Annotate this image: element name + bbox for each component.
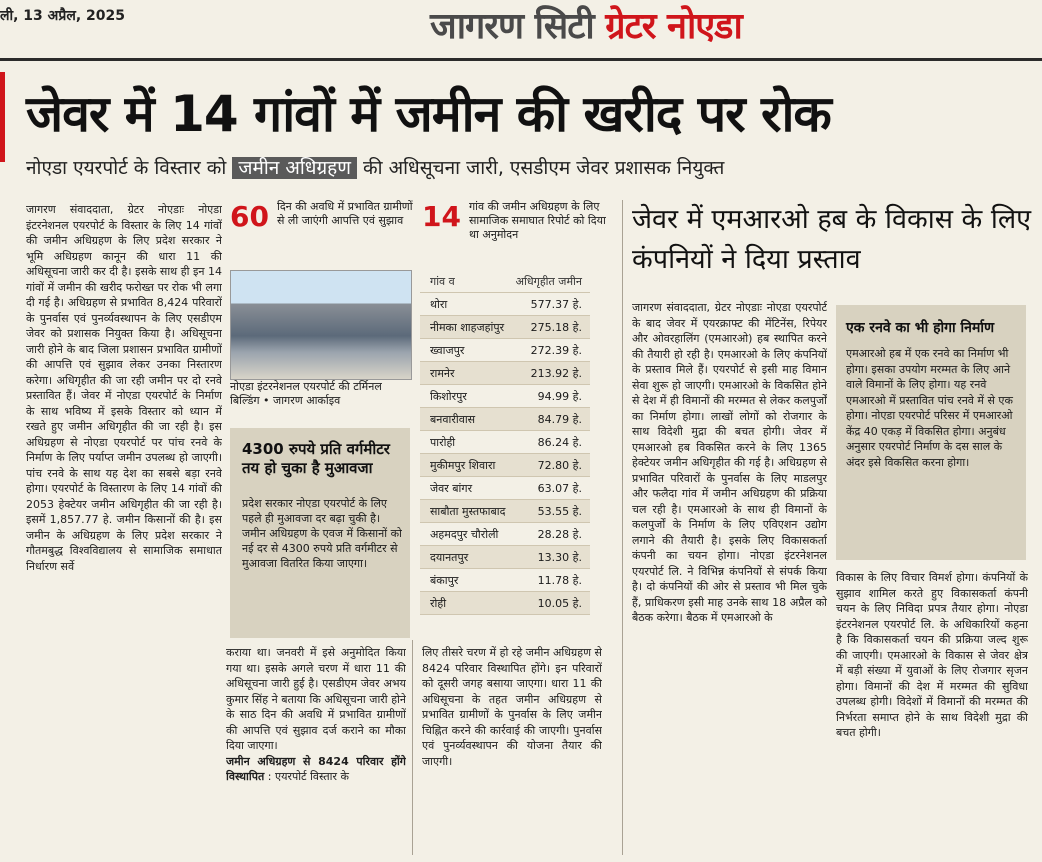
village-name: रोही bbox=[430, 596, 447, 610]
land-area: 272.39 हे. bbox=[530, 343, 582, 357]
village-name: साबौता मुस्तफाबाद bbox=[430, 504, 506, 518]
masthead-title-a: जागरण सिटी bbox=[430, 6, 606, 47]
village-name: जेवर बांगर bbox=[430, 481, 473, 495]
section-masthead bbox=[430, 0, 742, 49]
village-name: बंकापुर bbox=[430, 573, 459, 587]
land-area: 86.24 हे. bbox=[537, 435, 582, 449]
land-area: 28.28 हे. bbox=[537, 527, 582, 541]
stat-60-text: दिन की अवधि में प्रभावित ग्रामीणों से ली जाएंगी आपत्ति एवं सुझाव bbox=[276, 200, 413, 227]
table-row bbox=[420, 431, 590, 454]
table-row bbox=[420, 500, 590, 523]
village-land-table bbox=[420, 270, 590, 615]
column-divider bbox=[412, 640, 413, 855]
table-header-land: अधिगृहीत जमीन bbox=[515, 274, 582, 288]
land-area: 11.78 हे. bbox=[537, 573, 582, 587]
photo-caption: नोएडा इंटरनेशनल एयरपोर्ट की टर्मिनल बिल्डिंग • जागरण आर्काइव bbox=[230, 380, 382, 407]
masthead-title-b: ग्रेटर नोएडा bbox=[605, 6, 742, 47]
article-column-1: जागरण संवाददाता, ग्रेटर नोएडाः नोएडा इंटरनेशनल एयरपोर्ट के विस्तार के लिए 14 गांवों की जमीन अधिग्रहण के लिए प्रदेश सरकार ने भूमि अधिग्रहण कानून की धारा 11 की अधिसूचना जारी कर दी है। इसके साथ ही इन 14 गांवों में जमीन की खरीद फरोख्त पर रोक भी लगा दी गई है। अधिग्रहण से प्रभावित 8,424 परिवारों के पुनर्वास एवं पुनर्व्यवस्थापन के लिए एसडीएम जेवर को प्रशासक नियुक्त किया है। अधिसूचना जारी होने के बाद जिला प्रशासन प्रभावित ग्रामीणों की आपत्ति एवं सुझाव लेकर उनका निस्तारण करेगा। अधिगृहीत की जा रही जमीन पर दो रनवे प्रस्तावित हैं। जेवर में नोएडा एयरपोर्ट के निर्माण के साथ भविष्य में इसके विस्तार को ध्यान में रखते हुए जमीन अधिगृहीत की जा रही है। इस अधिग्रहण से नोएडा एयरपोर्ट पर पांच रनवे के निर्माण के लिए पर्याप्त जमीन उपलब्ध हो जाएगी। पांच रनवे के साथ यह देश का सबसे बड़ा रनवे होगा। एयरपोर्ट के विस्तारण के लिए 14 गांवों की 2053 हेक्टेयर जमीन अधिगृहीत की जा रही है। इसमें 1,857.77 हे. जमीन किसानों की है। इस जमीन के अधिग्रहण के लिए प्रदेश सरकार ने गौतमबुद्ध विश्वविद्यालय से सामाजिक समाधात निर्धारण सर्वे bbox=[26, 203, 222, 573]
land-area: 275.18 हे. bbox=[530, 320, 582, 334]
table-row bbox=[420, 454, 590, 477]
land-area: 10.05 हे. bbox=[537, 596, 582, 610]
village-name: किशोरपुर bbox=[430, 389, 467, 403]
table-row bbox=[420, 477, 590, 500]
subhead-highlight: जमीन अधिग्रहण bbox=[232, 157, 357, 179]
stat-60 bbox=[230, 200, 420, 233]
table-header-village: गांव व bbox=[430, 274, 455, 288]
column-2-text: कराया था। जनवरी में इसे अनुमोदित किया गया था। इसके अगले चरण में धारा 11 की अधिसूचना जारी हुई है। एसडीएम जेवर अभय कुमार सिंह ने बताया कि अधिसूचना जारी होने के साठ दिन की अवधि में प्रभावित ग्रामीणों की आपत्ति एवं सुझाव दर्ज कराने का मौका दिया जाएगा। bbox=[226, 646, 406, 752]
table-row bbox=[420, 385, 590, 408]
land-area: 63.07 हे. bbox=[537, 481, 582, 495]
compensation-box-title: 4300 रुपये प्रति वर्गमीटर तय हो चुका है मुआवजा bbox=[242, 440, 390, 477]
stat-14 bbox=[422, 200, 612, 242]
village-name: पारोही bbox=[430, 435, 456, 449]
land-area: 84.79 हे. bbox=[537, 412, 582, 426]
table-header bbox=[420, 270, 590, 293]
land-area: 213.92 हे. bbox=[530, 366, 582, 380]
table-row bbox=[420, 546, 590, 569]
village-name: नीमका शाहजहांपुर bbox=[430, 320, 505, 334]
runway-box-title: एक रनवे का भी होगा निर्माण bbox=[846, 320, 995, 336]
masthead-rule bbox=[0, 58, 1042, 61]
section-divider bbox=[622, 200, 623, 855]
mro-column-1: जागरण संवाददाता, ग्रेटर नोएडाः नोएडा एयरपोर्ट के बाद जेवर में एयरक्राफ्ट की मेंटिनेंस, रिपेयर और ओवरहालिंग (एमआरओ) हब स्थापित करने की तैयारी हो रही है। एमआरओ के लिए कंपनियों के प्रस्ताव मिले हैं। एयरपोर्ट से इसी माह विमान सेवा शुरू हो जाएगी। एमआरओ के विकसित होने से देश में ही विमानों की मरम्मत से लेकर कलपुर्जों का निर्माण होगा। लाखों लोगों को रोजगार के साथ विदेशी मुद्रा की बचत होगी। जेवर में एमआरओ हब विकसित करने के लिए 1365 हेक्टेयर जमीन अधिगृहीत की गई है। अधिग्रहण से प्रभावित परिवारों के पुनर्वास के लिए माडलपुर और फलैदा गांव में जमीन अधिग्रहण की प्रक्रिया चल रही है। एमआरओ के साथ ही विमानों के कलपुर्जों के निर्माण के लिए एविएशन उद्योग लगाने की तैयारी है। इसके लिए विकासकर्ता कंपनी का चयन होगा। नोएडा इंटरनेशनल एयरपोर्ट लि. ने विभिन्न कंपनियों से संपर्क किया है। दो कंपनियों की ओर से प्रस्ताव भी मिल चुके हैं, प्राधिकरण इसी माह उनके साथ 18 अप्रैल को बैठक करेगा। बैठक में एमआरओ के bbox=[632, 301, 827, 624]
accent-bar bbox=[0, 72, 5, 162]
compensation-box-text: प्रदेश सरकार नोएडा एयरपोर्ट के लिए पहले ही मुआवजा दर बढ़ा चुकी है। जमीन अधिग्रहण के एवज में किसानों को नई दर से 4300 रुपये प्रति वर्गमीटर से मुआवजा वितरित किया जाएगा। bbox=[242, 497, 402, 570]
issue-date: ली, 13 अप्रैल, 2025 bbox=[0, 8, 125, 24]
subheadline bbox=[26, 154, 724, 180]
land-area: 577.37 हे. bbox=[530, 297, 582, 311]
article-column-2 bbox=[226, 645, 406, 855]
displacement-subhead: जमीन अधिग्रहण से 8424 परिवार होंगे विस्थापित bbox=[226, 754, 406, 783]
table-row bbox=[420, 339, 590, 362]
article-column-3: लिए तीसरे चरण में हो रहे जमीन अधिग्रहण से 8424 परिवार विस्थापित होंगे। इन परिवारों को दूसरी जगह बसाया जाएगा। धारा 11 की अधिसूचना के तहत जमीन अधिग्रहण से प्रभावित ग्रामीणों के पुनर्वास के लिए जमीन चिह्नित करने की कार्रवाई की जाएगी। पुनर्वास एवं पुनर्व्यवस्थापन की योजना तैयार की जाएगी। bbox=[422, 646, 602, 768]
village-name: दयानतपुर bbox=[430, 550, 469, 564]
village-name: अहमदपुर चौरोली bbox=[430, 527, 499, 541]
land-area: 13.30 हे. bbox=[537, 550, 582, 564]
village-name: मुकीमपुर शिवारा bbox=[430, 458, 496, 472]
table-row bbox=[420, 316, 590, 339]
village-name: ख्वाजपुर bbox=[430, 343, 465, 357]
land-area: 72.80 हे. bbox=[537, 458, 582, 472]
land-area: 94.99 हे. bbox=[537, 389, 582, 403]
stat-60-number: 60 bbox=[230, 200, 269, 233]
terminal-photo bbox=[230, 270, 412, 380]
table-row bbox=[420, 569, 590, 592]
subhead-pre: नोएडा एयरपोर्ट के विस्तार को bbox=[26, 157, 233, 179]
village-name: बनवारीवास bbox=[430, 412, 476, 426]
table-row bbox=[420, 408, 590, 431]
runway-box-text: एमआरओ हब में एक रनवे का निर्माण भी होगा। इसका उपयोग मरम्मत के लिए आने वाले विमानों के लिए होगा। यह रनवे एमआरओ में प्रस्तावित पांच रनवे में से एक होगा। नोएडा एयरपोर्ट परिसर में एमआरओ केंद्र 40 एकड़ में विकसित होगा। अनुबंध अनुसार एयरपोर्ट निर्माण के दस साल के अंदर इसे विकसित करना होगा। bbox=[846, 347, 1013, 469]
column-2-tail: : एयरपोर्ट विस्तार के bbox=[267, 770, 349, 783]
page-headline: जेवर में 14 गांवों में जमीन की खरीद पर रोक bbox=[26, 85, 831, 143]
village-name: रामनेर bbox=[430, 366, 455, 380]
subhead-post: की अधिसूचना जारी, एसडीएम जेवर प्रशासक नियुक्त bbox=[357, 157, 725, 179]
stat-14-number: 14 bbox=[422, 200, 461, 233]
mro-column-2: विकास के लिए विचार विमर्श होगा। कंपनियों के सुझाव शामिल करते हुए विकासकर्ता कंपनी चयन के लिए निविदा प्रपत्र तैयार होगा। नोएडा इंटरनेशनल एयरपोर्ट लि. के अधिकारियों कहना है कि विकासकर्ता चयन की प्रक्रिया जल्द शुरू की जाएगी। एमआरओ के विकास से जेवर क्षेत्र में बड़ी संख्या में युवाओं के लिए रोजगार सृजन होगा। विमानों की देश में मरम्मत की सुविधा उपलब्ध होगी। विदेशों में विमानों की मरम्मत की निर्भरता समाप्त होने के साथ विदेशी मुद्रा की बचत होगी। bbox=[836, 571, 1028, 739]
table-row bbox=[420, 523, 590, 546]
table-row bbox=[420, 362, 590, 385]
table-row bbox=[420, 592, 590, 615]
stat-14-text: गांव की जमीन अधिग्रहण के लिए सामाजिक समाघात रिपोर्ट को दिया था अनुमोदन bbox=[468, 200, 606, 241]
land-area: 53.55 हे. bbox=[537, 504, 582, 518]
table-row bbox=[420, 293, 590, 316]
mro-headline: जेवर में एमआरओ हब के विकास के लिए कंपनियों ने दिया प्रस्ताव bbox=[632, 204, 1032, 275]
village-name: थोरा bbox=[430, 297, 448, 311]
